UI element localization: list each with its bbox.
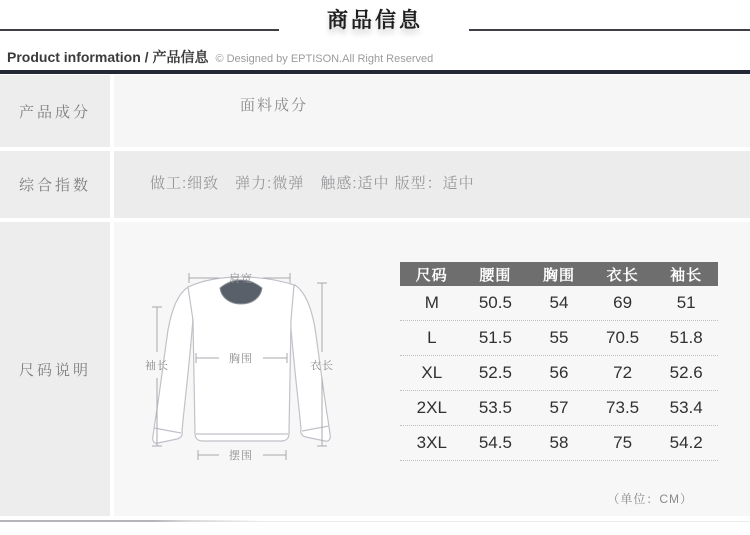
product-composition-label: 产品成分 (0, 75, 110, 147)
size-table-row (400, 356, 718, 391)
waist-value: 51.5 (478, 328, 512, 347)
waist-value: 54.5 (478, 433, 512, 452)
length-value: 75 (613, 433, 633, 452)
hem-label: 摆围 (229, 450, 253, 462)
size-value: L (427, 328, 437, 347)
product-composition-cell (114, 75, 750, 147)
chest-value: 55 (549, 328, 569, 347)
size-table-header (400, 262, 718, 286)
waist-value: 52.5 (478, 363, 512, 382)
title-rule-right (469, 29, 750, 31)
size-table-header-cell: 衣长 (606, 266, 639, 284)
size-value: 3XL (416, 433, 447, 452)
fabric-composition-text: 面料成分 (240, 97, 309, 114)
waist-value: 50.5 (478, 293, 512, 312)
chest-label: 胸围 (229, 353, 253, 365)
chest-value: 58 (549, 433, 569, 452)
length-value: 72 (613, 363, 633, 382)
composite-index-label: 综合指数 (0, 151, 110, 218)
size-description-cell (114, 222, 750, 516)
chest-value: 54 (549, 293, 569, 312)
sleeve-value: 53.4 (669, 398, 703, 417)
size-table-row (400, 391, 718, 426)
sleeve-length-label: 袖长 (145, 360, 169, 372)
sleeve-value: 52.6 (669, 363, 703, 382)
subheader (7, 47, 747, 67)
sleeve-value: 54.2 (669, 433, 703, 452)
size-table (400, 262, 718, 461)
size-table-header-cell: 胸围 (542, 266, 575, 284)
copyright-text: © Designed by EPTISON.All Right Reserved (215, 53, 434, 65)
size-table-header-cell: 尺码 (415, 266, 448, 284)
page-title: 商品信息 (327, 9, 423, 32)
size-description-label: 尺码说明 (0, 222, 110, 516)
size-table-header-cell: 腰围 (479, 266, 512, 284)
length-value: 73.5 (606, 398, 640, 417)
chest-value: 56 (549, 363, 569, 382)
shoulder-width-label: 肩宽 (229, 273, 253, 285)
sleeve-value: 51.8 (669, 328, 703, 347)
unit-note: （单位：CM） (607, 492, 693, 506)
composite-index-cell (114, 151, 750, 218)
length-value: 70.5 (606, 328, 640, 347)
size-table-row (400, 286, 718, 321)
size-value: 2XL (416, 398, 447, 417)
garment-length-label: 衣长 (310, 360, 334, 372)
size-table-row (400, 426, 718, 461)
size-table-header-cell: 袖长 (670, 266, 703, 284)
length-value: 69 (613, 293, 633, 312)
sleeve-value: 51 (676, 293, 696, 312)
size-value: M (424, 293, 439, 312)
product-information-label: Product information / 产品信息 (7, 49, 209, 65)
header-divider (0, 70, 750, 74)
size-value: XL (421, 363, 443, 382)
chest-value: 57 (549, 398, 569, 417)
size-table-row (400, 321, 718, 356)
composite-index-text: 做工:细致 弹力:微弹 触感:适中 版型：适中 (150, 175, 475, 192)
bottom-rule (0, 520, 265, 522)
waist-value: 53.5 (478, 398, 512, 417)
shirt-diagram-icon (145, 250, 385, 480)
